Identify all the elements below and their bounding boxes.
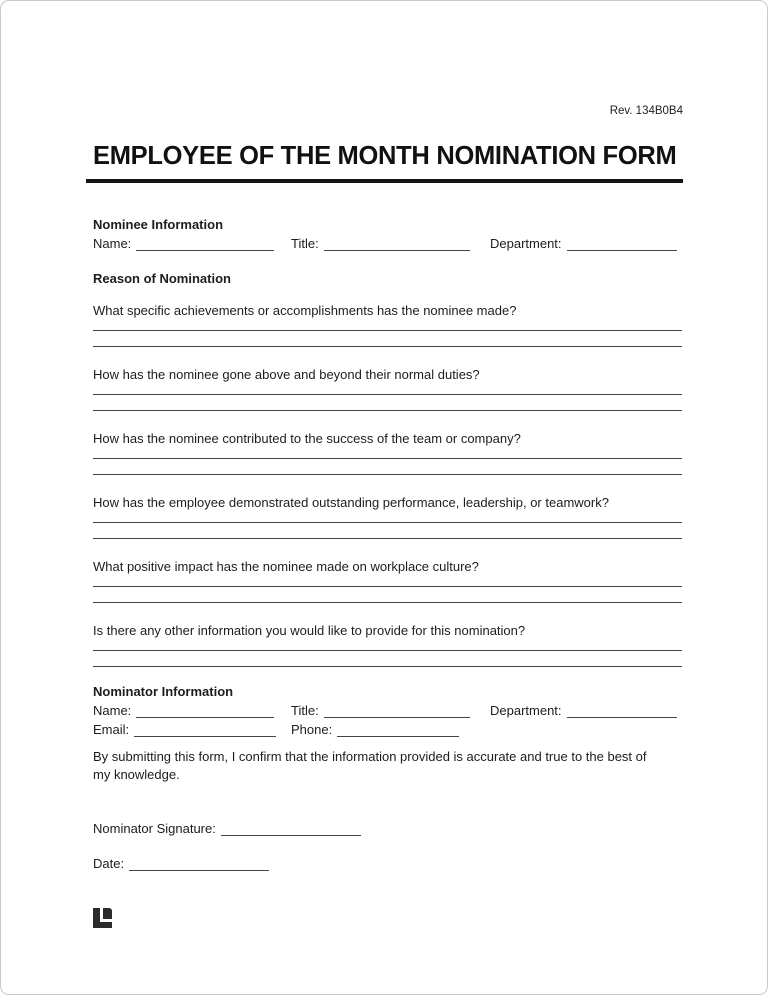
nominator-email-label: Email: [93, 722, 130, 737]
question-4-text: How has the employee demonstrated outstanding performance, leadership, or teamwork? [93, 495, 609, 510]
nominator-name-blank[interactable] [136, 706, 274, 718]
question-block-1 [93, 303, 682, 347]
question-block-2 [93, 367, 682, 411]
question-2-answer-line-1[interactable] [93, 383, 682, 395]
question-4-answer-line-1[interactable] [93, 511, 682, 523]
question-block-3 [93, 431, 682, 475]
nominee-section-heading: Nominee Information [93, 217, 224, 232]
nominator-title-field [291, 702, 490, 719]
nominator-department-blank[interactable] [567, 706, 677, 718]
legal-templates-logo [93, 908, 112, 928]
question-block-4 [93, 495, 682, 539]
nominee-department-label: Department: [490, 236, 562, 251]
reason-section-heading: Reason of Nomination [93, 271, 231, 286]
question-5-answer-line-1[interactable] [93, 575, 682, 587]
nominator-email-field [93, 721, 291, 738]
title-divider [86, 179, 683, 183]
nominator-email-blank[interactable] [134, 725, 276, 737]
nominator-phone-field [291, 721, 490, 738]
nominee-department-blank[interactable] [567, 239, 677, 251]
date-blank[interactable] [129, 859, 269, 871]
question-2-text: How has the nominee gone above and beyond their normal duties? [93, 367, 480, 382]
confirmation-statement: By submitting this form, I confirm that the information provided is accurate and true to the best of my knowledge. [93, 749, 647, 782]
signature-label: Nominator Signature: [93, 821, 216, 836]
question-4-answer-line-2[interactable] [93, 523, 682, 539]
question-3-answer-line-2[interactable] [93, 459, 682, 475]
nominator-department-label: Department: [490, 703, 562, 718]
logo-top-right-square [103, 908, 112, 919]
nominee-title-label: Title: [291, 236, 319, 251]
nominee-name-label: Name: [93, 236, 132, 251]
nominator-fields-row-2 [93, 721, 682, 738]
nominator-fields-row-1 [93, 702, 682, 719]
nominator-title-label: Title: [291, 703, 319, 718]
form-title: EMPLOYEE OF THE MONTH NOMINATION FORM [93, 142, 677, 170]
revision-number: Rev. 134B0B4 [609, 105, 683, 117]
logo-bottom-bar [93, 922, 112, 928]
nominee-name-blank[interactable] [136, 239, 274, 251]
nominee-title-field [291, 235, 490, 252]
signature-field [93, 820, 682, 837]
nominator-name-label: Name: [93, 703, 132, 718]
signature-blank[interactable] [221, 824, 361, 836]
question-1-text: What specific achievements or accomplishments has the nominee made? [93, 303, 517, 318]
nominator-section-heading: Nominator Information [93, 684, 234, 699]
question-1-answer-line-1[interactable] [93, 319, 682, 331]
nominee-title-blank[interactable] [324, 239, 470, 251]
question-5-text: What positive impact has the nominee made on workplace culture? [93, 559, 479, 574]
nominee-name-field [93, 235, 291, 252]
date-label: Date: [93, 856, 125, 871]
question-6-answer-line-1[interactable] [93, 639, 682, 651]
question-2-answer-line-2[interactable] [93, 395, 682, 411]
question-5-answer-line-2[interactable] [93, 587, 682, 603]
question-block-6 [93, 623, 682, 667]
question-3-answer-line-1[interactable] [93, 447, 682, 459]
nominee-fields-row [93, 235, 682, 252]
nominator-phone-label: Phone: [291, 722, 333, 737]
nominator-title-blank[interactable] [324, 706, 470, 718]
question-1-answer-line-2[interactable] [93, 331, 682, 347]
nominee-department-field [490, 235, 682, 252]
nominator-phone-blank[interactable] [337, 725, 459, 737]
nominator-department-field [490, 702, 682, 719]
date-field [93, 855, 682, 872]
nominator-name-field [93, 702, 291, 719]
question-6-text: Is there any other information you would like to provide for this nomination? [93, 623, 526, 638]
question-6-answer-line-2[interactable] [93, 651, 682, 667]
question-block-5 [93, 559, 682, 603]
form-content [93, 217, 682, 928]
question-3-text: How has the nominee contributed to the success of the team or company? [93, 431, 521, 446]
